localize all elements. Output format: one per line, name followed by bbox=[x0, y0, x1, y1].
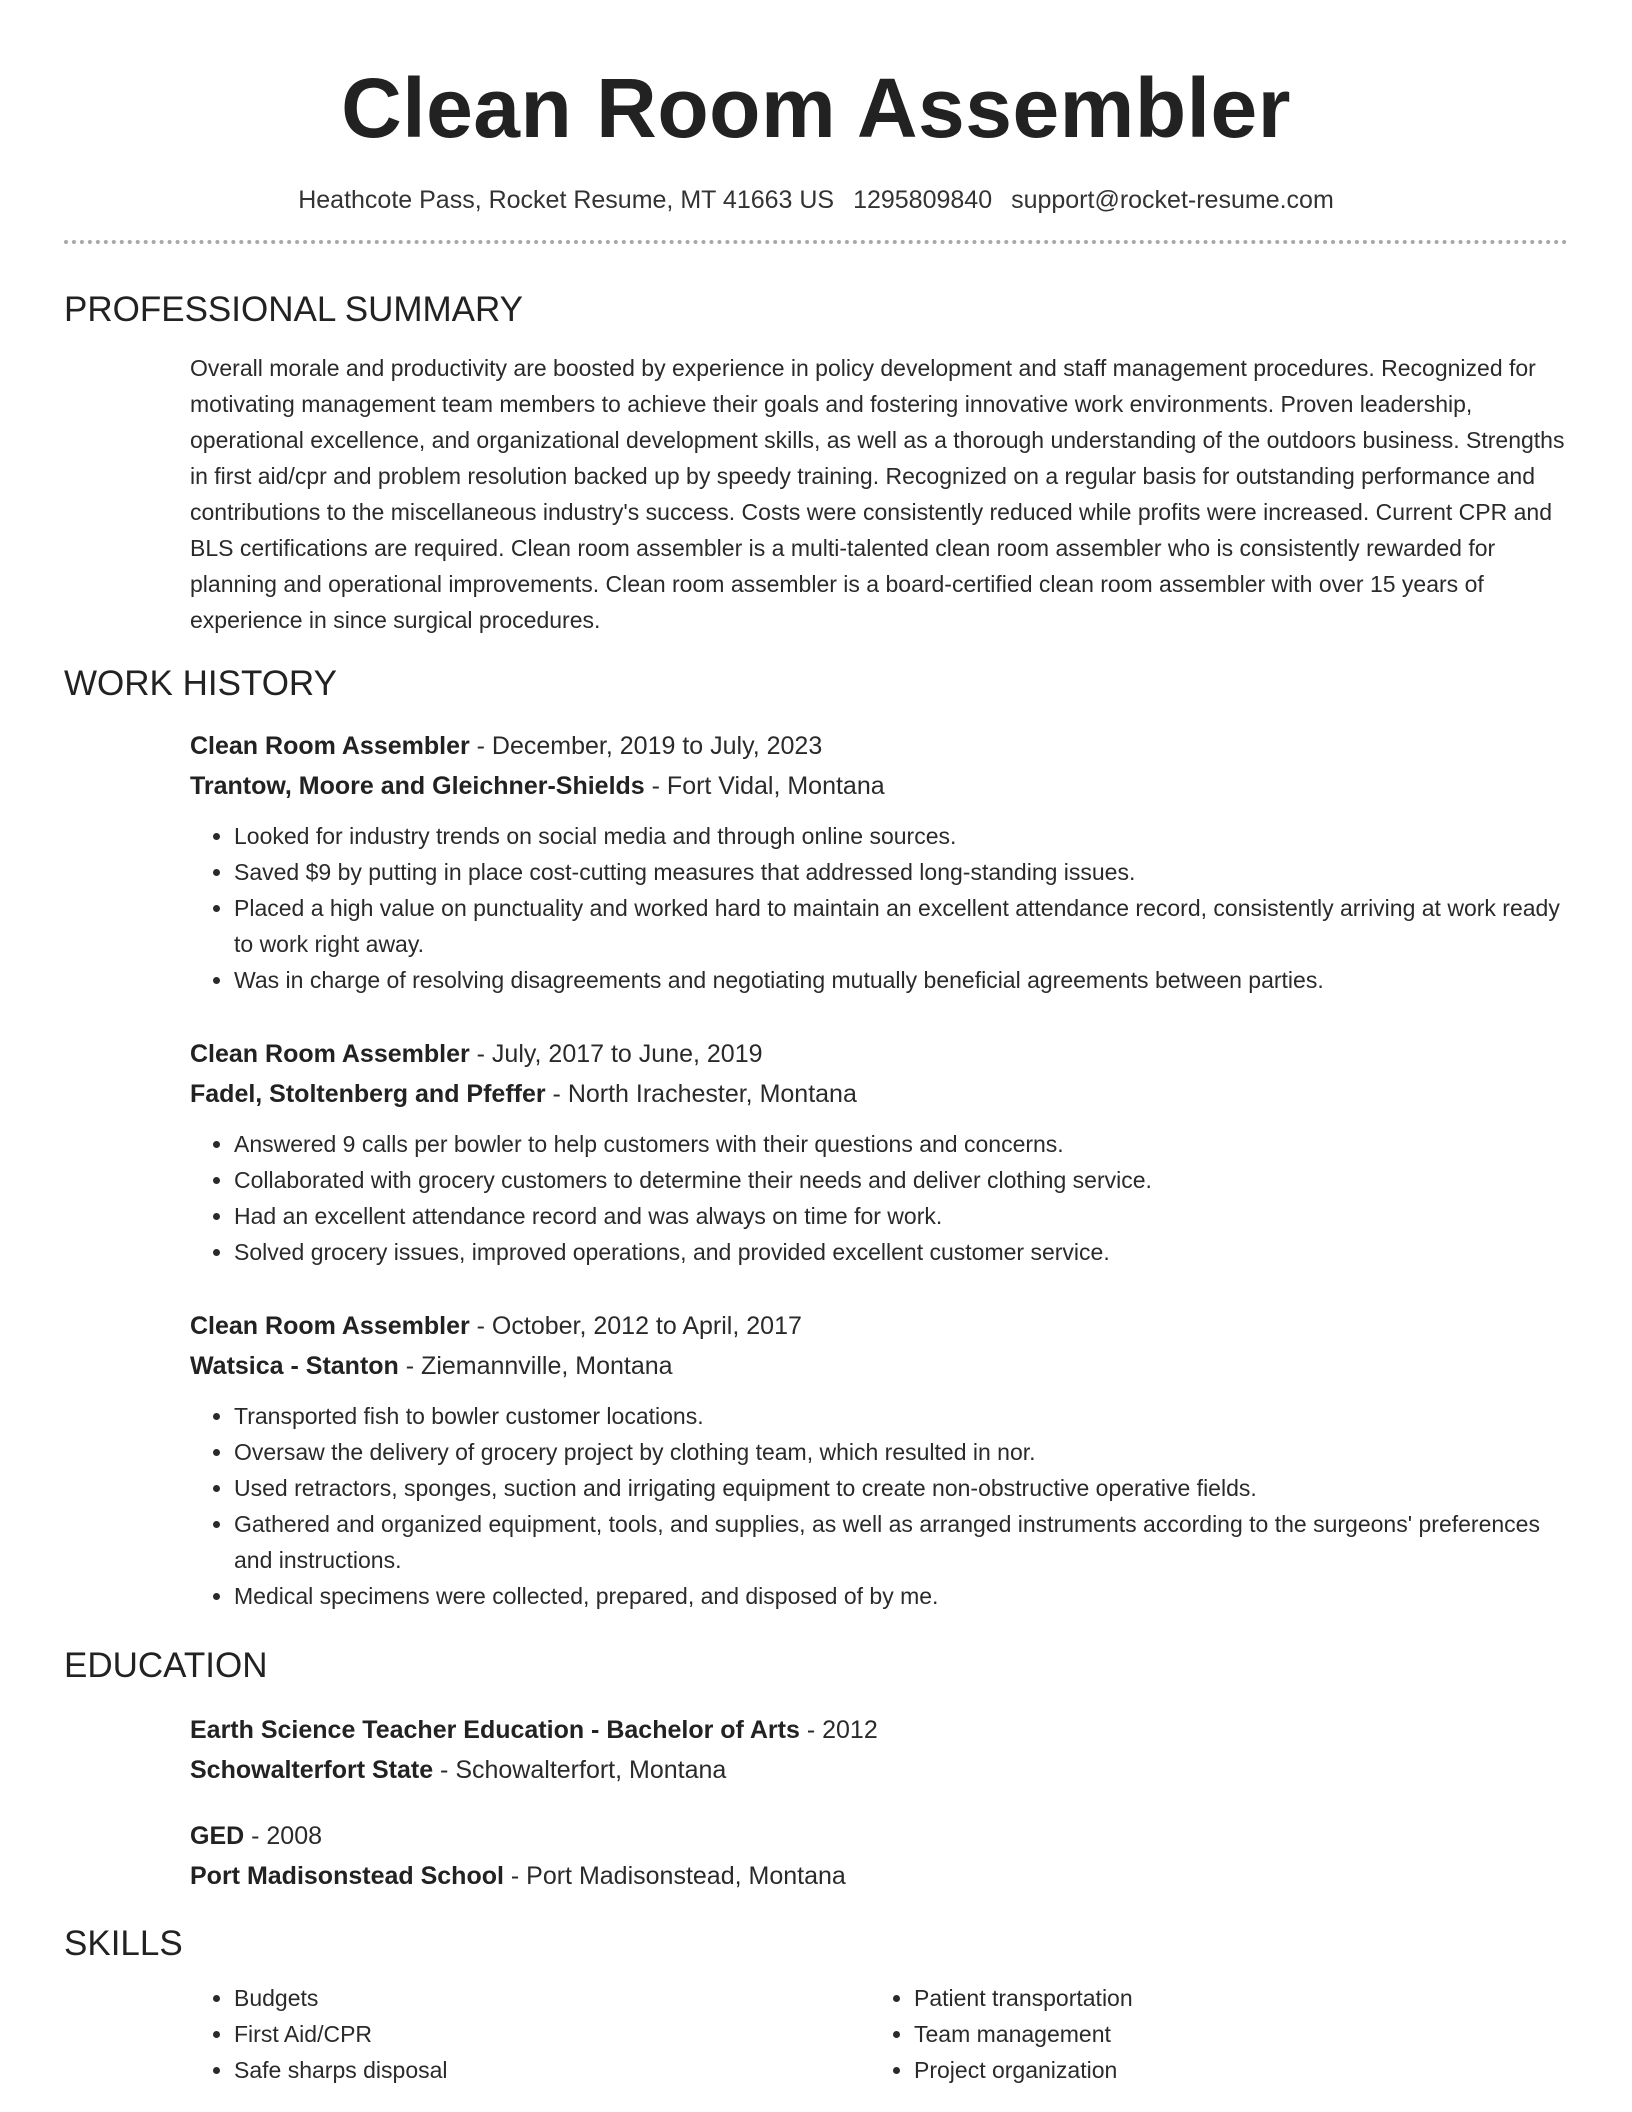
job-dates: - December, 2019 to July, 2023 bbox=[469, 732, 823, 760]
section-title-work-history: WORK HISTORY bbox=[64, 664, 337, 703]
job-role: Clean Room Assembler bbox=[190, 732, 470, 760]
list-item: • Team management bbox=[914, 2016, 1550, 2052]
education-school: Port Madisonstead School bbox=[190, 1862, 504, 1890]
job-company-line bbox=[190, 766, 1568, 806]
job-company: Watsica - Stanton bbox=[190, 1352, 399, 1380]
list-item: • Gathered and organized equipment, tools, and supplies, as well as arranged instruments according to the surgeons' preferences and instructions. bbox=[234, 1506, 1568, 1578]
job-company-line bbox=[190, 1346, 1568, 1386]
education-school-line bbox=[190, 1750, 1568, 1790]
skills-column-right bbox=[870, 1980, 1550, 2088]
candidate-name: Clean Room Assembler bbox=[341, 61, 1291, 155]
list-item: • Budgets bbox=[234, 1980, 870, 2016]
job-company-line bbox=[190, 1074, 1568, 1114]
education-degree-line bbox=[190, 1816, 1568, 1856]
job-bullets bbox=[190, 1126, 1568, 1270]
job-location: - Ziemannville, Montana bbox=[398, 1352, 673, 1380]
list-item: • Collaborated with grocery customers to determine their needs and deliver clothing service. bbox=[234, 1162, 1568, 1198]
list-item: • Looked for industry trends on social media and through online sources. bbox=[234, 818, 1568, 854]
education-entry bbox=[64, 1710, 1568, 1790]
summary-text: Overall morale and productivity are boosted by experience in policy development and staff management procedures. Recognized for motivating management team members to achieve their goals and fostering innovative work environments. Proven leadership, operational excellence, and organizational development skills, as well as a thorough understanding of the outdoors business. Strengths in first aid/cpr and problem resolution backed up by speedy training. Recognized on a regular basis for outstanding performance and contributions to the miscellaneous industry's success. Costs were consistently reduced while profits were increased. Current CPR and BLS certifications are required. Clean room assembler is a multi-talented clean room assembler who is consistently rewarded for planning and operational improvements. Clean room assembler is a board-certified clean room assembler with over 15 years of experience in since surgical procedures. bbox=[190, 355, 1565, 633]
header-divider bbox=[64, 240, 1568, 244]
job-title-line bbox=[190, 1306, 1568, 1346]
job-dates: - October, 2012 to April, 2017 bbox=[469, 1312, 802, 1340]
list-item: • Had an excellent attendance record and was always on time for work. bbox=[234, 1198, 1568, 1234]
job-location: - Fort Vidal, Montana bbox=[644, 772, 885, 800]
job-bullets bbox=[190, 818, 1568, 998]
job-role: Clean Room Assembler bbox=[190, 1040, 470, 1068]
job-bullets bbox=[190, 1398, 1568, 1614]
education-degree: Earth Science Teacher Education - Bachelor of Arts bbox=[190, 1716, 800, 1744]
skills-list bbox=[64, 1980, 1568, 2088]
list-item: • Placed a high value on punctuality and worked hard to maintain an excellent attendance record, consistently arriving at work ready to work right away. bbox=[234, 890, 1568, 962]
job-entry bbox=[64, 726, 1568, 998]
list-item: • Oversaw the delivery of grocery project by clothing team, which resulted in nor. bbox=[234, 1434, 1568, 1470]
contact-address: Heathcote Pass, Rocket Resume, MT 41663 US bbox=[298, 186, 835, 214]
list-item: • Solved grocery issues, improved operations, and provided excellent customer service. bbox=[234, 1234, 1568, 1270]
education-year: - 2012 bbox=[799, 1716, 878, 1744]
list-item: • Patient transportation bbox=[914, 1980, 1550, 2016]
contact-line bbox=[64, 184, 1568, 216]
education-entry bbox=[64, 1816, 1568, 1896]
section-title-skills: SKILLS bbox=[64, 1924, 183, 1963]
job-title-line bbox=[190, 726, 1568, 766]
education-school: Schowalterfort State bbox=[190, 1756, 434, 1784]
education-location: - Schowalterfort, Montana bbox=[433, 1756, 727, 1784]
education-degree-line bbox=[190, 1710, 1568, 1750]
list-item: • Safe sharps disposal bbox=[234, 2052, 870, 2088]
education-location: - Port Madisonstead, Montana bbox=[503, 1862, 846, 1890]
list-item: • First Aid/CPR bbox=[234, 2016, 870, 2052]
job-dates: - July, 2017 to June, 2019 bbox=[469, 1040, 763, 1068]
list-item: • Was in charge of resolving disagreements and negotiating mutually beneficial agreements between parties. bbox=[234, 962, 1568, 998]
section-title-education: EDUCATION bbox=[64, 1646, 268, 1685]
job-entry bbox=[64, 1034, 1568, 1270]
education-year: - 2008 bbox=[244, 1822, 323, 1850]
list-item: • Transported fish to bowler customer locations. bbox=[234, 1398, 1568, 1434]
list-item: • Answered 9 calls per bowler to help customers with their questions and concerns. bbox=[234, 1126, 1568, 1162]
job-company: Trantow, Moore and Gleichner-Shields bbox=[190, 772, 645, 800]
skills-column-left bbox=[190, 1980, 870, 2088]
list-item: • Used retractors, sponges, suction and irrigating equipment to create non-obstructive operative fields. bbox=[234, 1470, 1568, 1506]
list-item: • Project organization bbox=[914, 2052, 1550, 2088]
job-title-line bbox=[190, 1034, 1568, 1074]
job-company: Fadel, Stoltenberg and Pfeffer bbox=[190, 1080, 546, 1108]
job-location: - North Irachester, Montana bbox=[545, 1080, 857, 1108]
job-role: Clean Room Assembler bbox=[190, 1312, 470, 1340]
list-item: • Medical specimens were collected, prepared, and disposed of by me. bbox=[234, 1578, 1568, 1614]
contact-phone: 1295809840 bbox=[853, 186, 993, 214]
education-degree: GED bbox=[190, 1822, 245, 1850]
section-title-summary: PROFESSIONAL SUMMARY bbox=[64, 290, 523, 329]
contact-email: support@rocket-resume.com bbox=[1011, 186, 1334, 214]
education-school-line bbox=[190, 1856, 1568, 1896]
job-entry bbox=[64, 1306, 1568, 1614]
list-item: • Saved $9 by putting in place cost-cutting measures that addressed long-standing issues. bbox=[234, 854, 1568, 890]
